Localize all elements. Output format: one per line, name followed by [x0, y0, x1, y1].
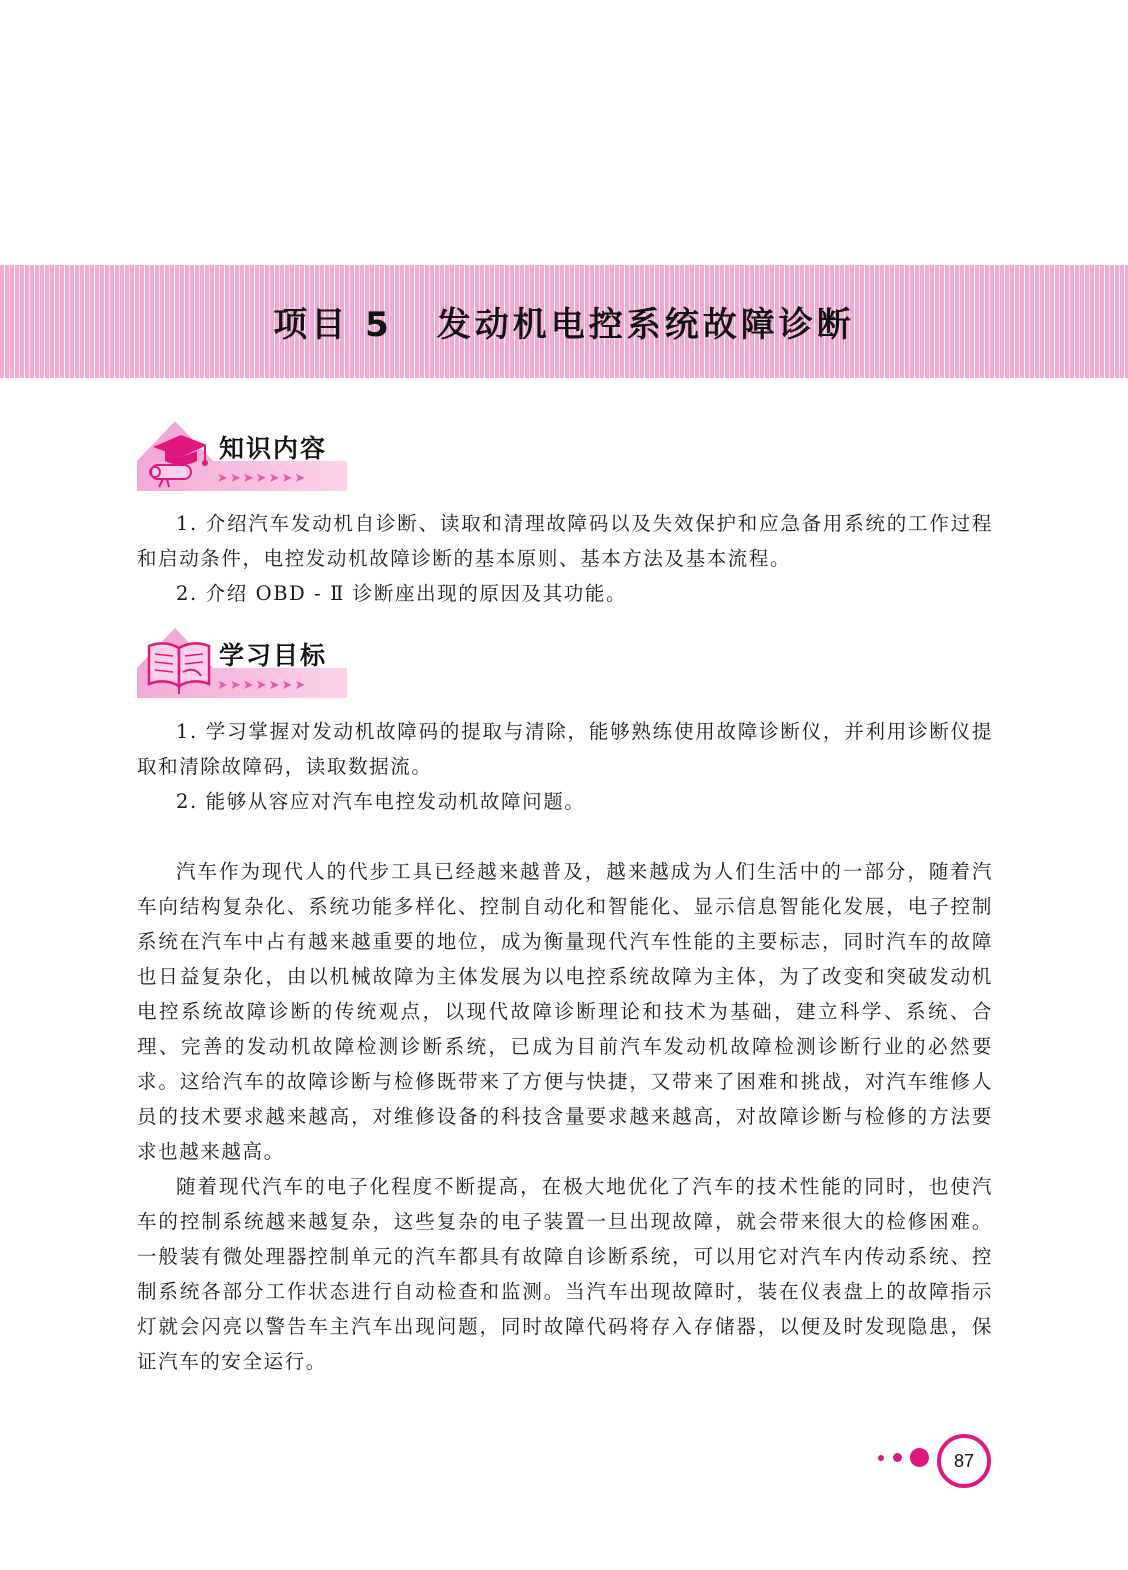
knowledge-content [137, 506, 993, 611]
open-book-icon [143, 632, 213, 696]
body-text [137, 854, 993, 1379]
knowledge-section-header [137, 419, 352, 491]
chapter-title [0, 265, 1128, 378]
knowledge-heading: 知识内容 [219, 434, 328, 463]
graduation-cap-icon [143, 425, 213, 489]
dot-decoration [910, 1448, 929, 1467]
objectives-heading: 学习目标 [219, 641, 328, 670]
body-paragraph-2: 随着现代汽车的电子化程度不断提高，在极大地优化了汽车的技术性能的同时，也使汽车的控制系统越来越复杂，这些复杂的电子装置一旦出现故障，就会带来很大的检修困难。一般装有微处理器控制单元的汽车都具有故障自诊断系统，可以用它对汽车内传动系统、控制系统各部分工作状态进行自动检查和监测。当汽车出现故障时，装在仪表盘上的故障指示灯就会闪亮以警告车主汽车出现问题，同时故障代码将存入存储器，以便及时发现隐患，保证汽车的安全运行。 [137, 1175, 993, 1373]
knowledge-item-2: 2. 介绍 OBD - Ⅱ 诊断座出现的原因及其功能。 [176, 582, 628, 605]
project-title: 发动机电控系统故障诊断 [436, 305, 855, 345]
dot-decoration [893, 1453, 902, 1462]
objective-item-2: 2. 能够从容应对汽车电控发动机故障问题。 [176, 790, 586, 813]
knowledge-item-1: 1. 介绍汽车发动机自诊断、读取和清理故障码以及失效保护和应急备用系统的工作过程和启动条件，电控发动机故障诊断的基本原则、基本方法及基本流程。 [137, 512, 993, 570]
project-number: 项目 5 [273, 305, 393, 345]
objective-item-1: 1. 学习掌握对发动机故障码的提取与清除，能够熟练使用故障诊断仪，并利用诊断仪提取和清除故障码，读取数据流。 [137, 720, 993, 778]
arrow-decoration: ➤➤➤➤➤➤➤ [217, 471, 308, 486]
objectives-content [137, 714, 993, 819]
page-number: 87 [937, 1434, 991, 1488]
page-number-badge [876, 1432, 996, 1488]
dot-decoration [878, 1455, 884, 1461]
body-paragraph-1: 汽车作为现代人的代步工具已经越来越普及，越来越成为人们生活中的一部分，随着汽车向结构复杂化、系统功能多样化、控制自动化和智能化、显示信息智能化发展，电子控制系统在汽车中占有越来越重要的地位，成为衡量现代汽车性能的主要标志，同时汽车的故障也日益复杂化，由以机械故障为主体发展为以电控系统故障为主体，为了改变和突破发动机电控系统故障诊断的传统观点，以现代故障诊断理论和技术为基础，建立科学、系统、合理、完善的发动机故障检测诊断系统，已成为目前汽车发动机故障检测诊断行业的必然要求。这给汽车的故障诊断与检修既带来了方便与快捷，又带来了困难和挑战，对汽车维修人员的技术要求越来越高，对维修设备的科技含量要求越来越高，对故障诊断与检修的方法要求也越来越高。 [137, 860, 993, 1163]
arrow-decoration: ➤➤➤➤➤➤➤ [217, 678, 308, 693]
chapter-banner [0, 265, 1128, 378]
objectives-section-header [137, 626, 352, 698]
